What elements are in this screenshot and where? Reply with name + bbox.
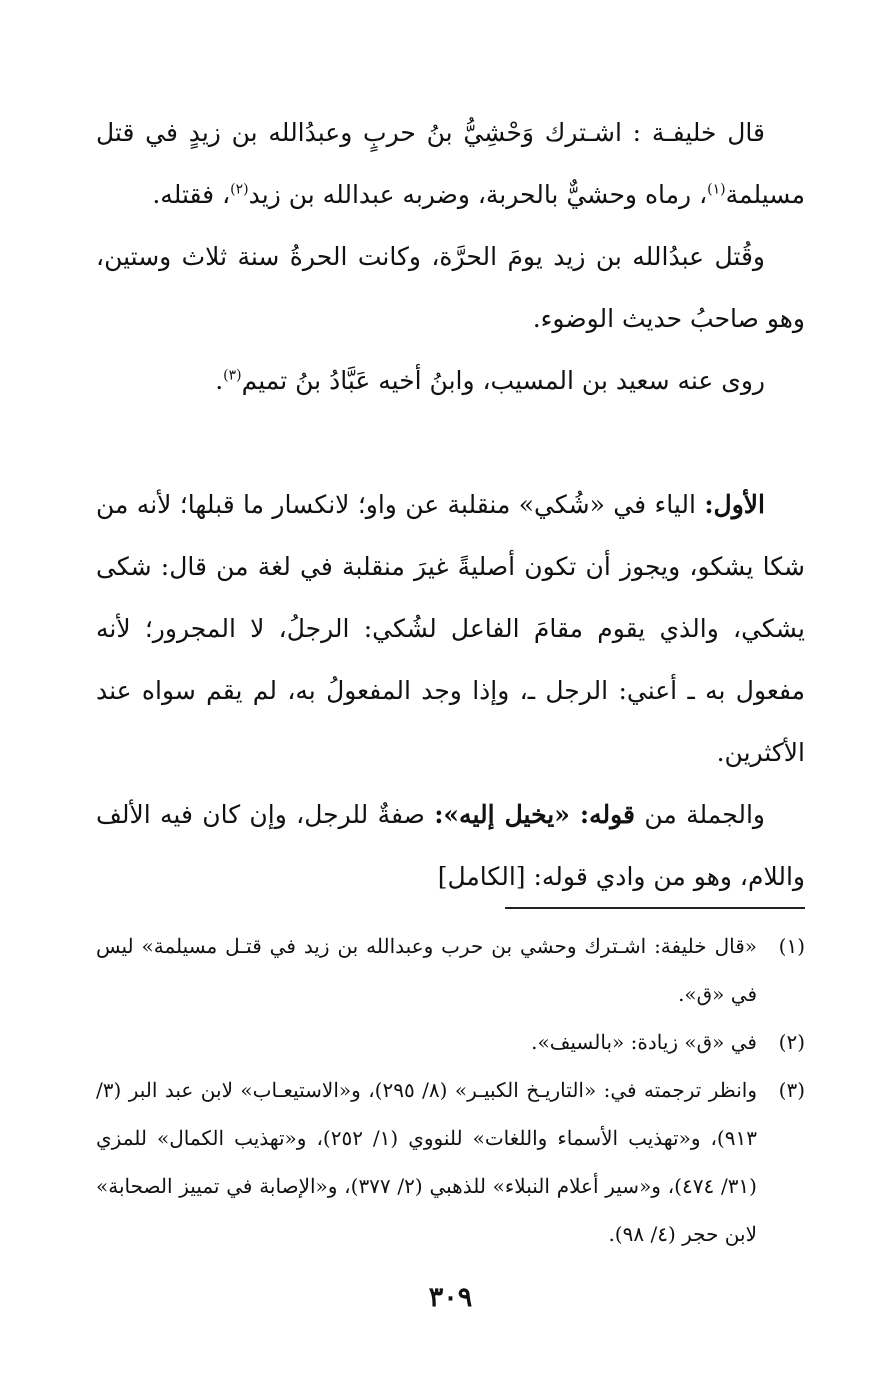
footnote-2 — [96, 1018, 805, 1066]
paragraph-text: روى عنه سعيد بن المسيب، وابنُ أخيه عَبَّادُ بنُ تميم — [241, 366, 765, 395]
paragraph-text: الياء في «شُكي» منقلبة عن واو؛ لانكسار ما قبلها؛ لأنه من شكا يشكو، ويجوز أن تكون أصليةً غيرَ منقلبة في لغة من قال: شكى يشكي، والذي يقوم مقامَ الفاعل لشُكي: الرجلُ، لا المجرور؛ لأنه مفعول به ـ أعني: الرجل ـ، وإذا وجد المفعولُ به، لم يقم سواه عند الأكثرين. — [96, 490, 805, 767]
footnote-text: وانظر ترجمته في: «التاريـخ الكبيـر» (٨/ ٢٩٥)، و«الاستيعـاب» لابن عبد البر (٣/ ٩١٣)، و«تهذيب الأسماء واللغات» للنووي (١/ ٢٥٢)، و«تهذيب الكمال» للمزي (٣١/ ٤٧٤)، و«سير أعلام النبلاء» للذهبي (٢/ ٣٧٧)، و«الإصابة في تمييز الصحابة» لابن حجر (٤/ ٩٨). — [96, 1078, 757, 1246]
paragraph-text: والجملة من — [635, 800, 765, 829]
paragraph-text: ، رماه وحشيٌّ بالحربة، وضربه عبدالله بن زيد — [248, 180, 708, 209]
footnote-text: «قال خليفة: اشـترك وحشي بن حرب وعبدالله بن زيد في قتـل مسيلمة» ليس في «ق». — [96, 934, 757, 1006]
book-page — [96, 0, 805, 1389]
paragraph-khalifa — [96, 102, 805, 226]
paragraph-narrators — [96, 350, 805, 412]
footnote-number: (٣) — [778, 1078, 805, 1102]
point-label: الأول: — [704, 490, 765, 519]
paragraph-harra — [96, 226, 805, 350]
footnote-ref-3: (٣) — [223, 367, 242, 384]
footnote-divider — [505, 907, 805, 909]
quoted-phrase: قوله: «يخيل إليه»: — [434, 800, 636, 829]
footnote-1 — [96, 922, 805, 1018]
footnote-ref-2: (٢) — [230, 181, 249, 198]
page-number: ٣٠٩ — [428, 1282, 473, 1313]
footnotes — [96, 922, 805, 1258]
footnote-ref-1: (١) — [707, 181, 726, 198]
paragraph-first-point — [96, 474, 805, 784]
footnote-text: في «ق» زيادة: «بالسيف». — [531, 1030, 757, 1054]
paragraph-sentence — [96, 784, 805, 908]
paragraph-text: وقُتل عبدُالله بن زيد يومَ الحرَّة، وكانت الحرةُ سنة ثلاث وستين، وهو صاحبُ حديث الوضوء. — [96, 242, 805, 333]
footnote-number: (٢) — [778, 1030, 805, 1054]
paragraph-text: . — [215, 366, 224, 395]
paragraph-text: قال خليفـة : اشـترك وَحْشِيُّ بنُ حربٍ وعبدُالله بن زيدٍ في قتل مسيلمة — [96, 118, 805, 209]
footnote-3 — [96, 1066, 805, 1258]
paragraph-text: صفةٌ للرجل، وإن كان فيه الألف واللام، وهو من وادي قوله: [الكامل] — [96, 800, 805, 891]
footnote-number: (١) — [778, 934, 805, 958]
paragraph-text: ، فقتله. — [152, 180, 231, 209]
